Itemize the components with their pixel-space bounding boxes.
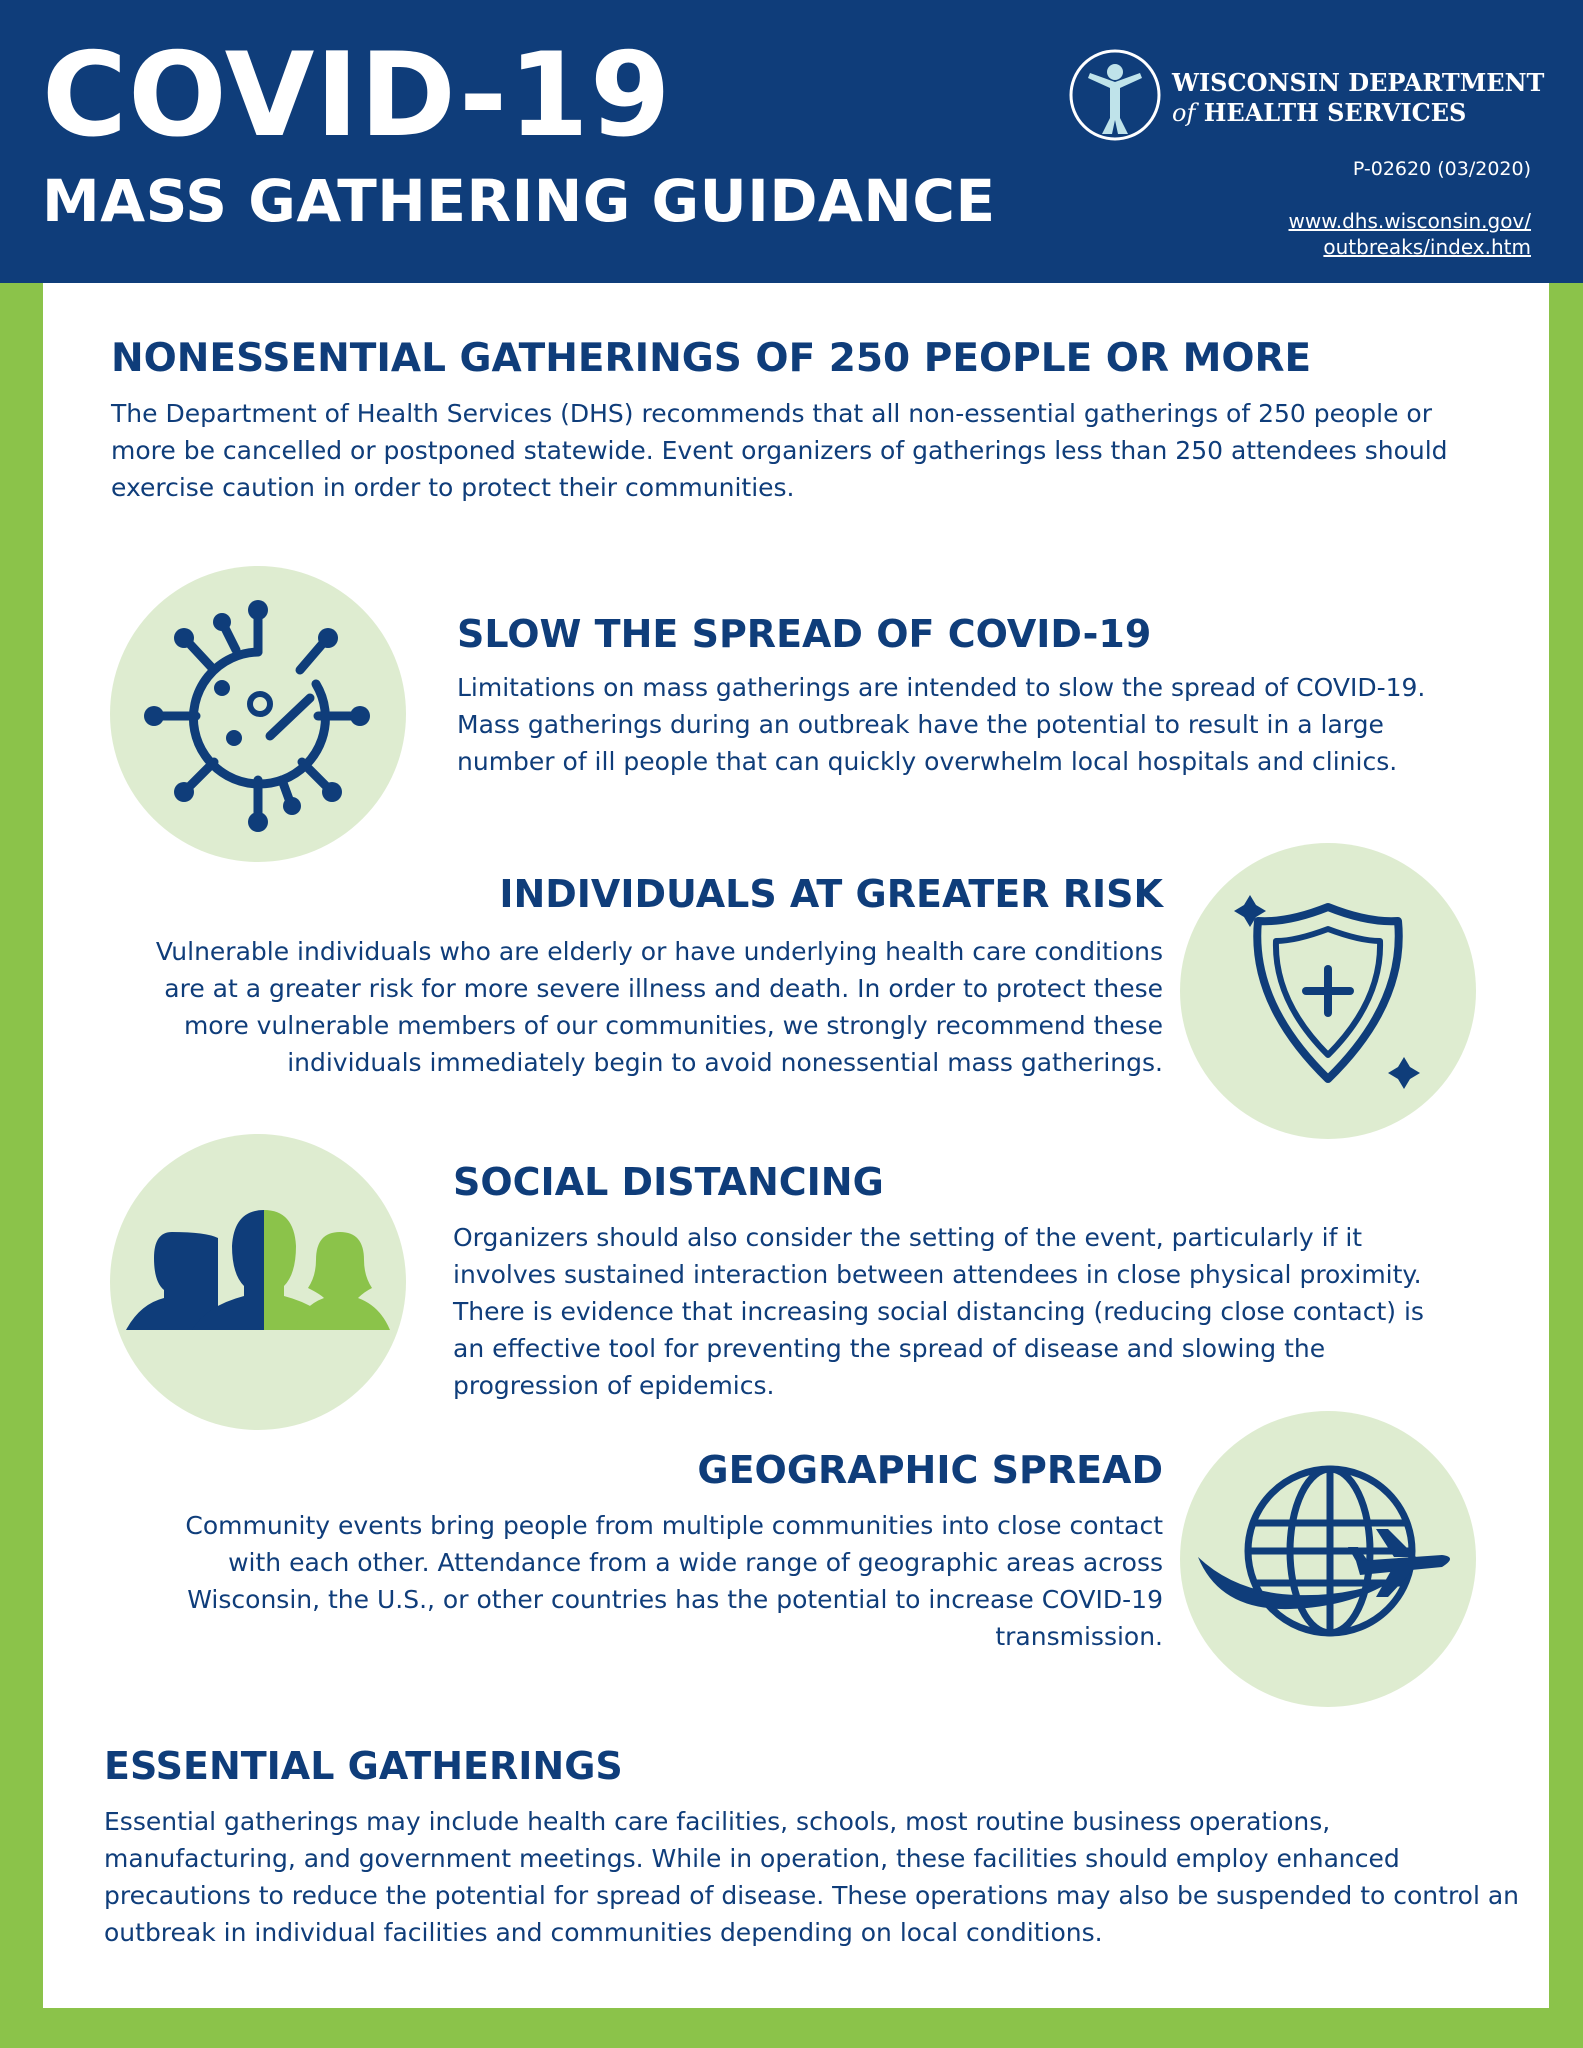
org-line-2 — [1172, 98, 1572, 128]
globe-airplane-icon — [1180, 1411, 1476, 1707]
org-line-1: WISCONSIN DEPARTMENT — [1172, 68, 1545, 97]
virus-icon — [110, 566, 406, 862]
page-title: COVID-19 — [42, 28, 672, 163]
org-line-2-rest: HEALTH SERVICES — [1203, 98, 1467, 127]
section-body-nonessential: The Department of Health Services (DHS) recommends that all non-essential gatherings of 250 people or more be cancelled or postponed statewide. Event organizers of gatherings less than 250 attendees should exercise caution in order to protect their communities. — [111, 399, 1448, 502]
shield-icon — [1180, 843, 1476, 1139]
section-heading-slow-spread: SLOW THE SPREAD OF COVID-19 — [457, 612, 1152, 656]
section-body-essential: Essential gatherings may include health care facilities, schools, most routine business operations, manufacturing, and government meetings. While in operation, these facilities should employ enhanced precautions to reduce the potential for spread of disease. These operations may also be suspended to control an outbreak in individual facilities and communities depending on local conditions. — [104, 1807, 1520, 1947]
section-body-social-distancing: Organizers should also consider the setting of the event, particularly if it involves sustained interaction between attendees in close physical proximity. There is evidence that increasing social distancing (reducing close contact) is an effective tool for preventing the spread of disease and slowing the progression of epidemics. — [453, 1223, 1424, 1400]
dhs-logo-icon — [1068, 48, 1162, 142]
people-icon-circle — [110, 1134, 406, 1430]
header-banner — [0, 0, 1583, 283]
section-heading-social-distancing: SOCIAL DISTANCING — [453, 1160, 884, 1204]
section-heading-geographic-spread: GEOGRAPHIC SPREAD — [697, 1448, 1163, 1492]
section-heading-greater-risk: INDIVIDUALS AT GREATER RISK — [499, 872, 1163, 916]
section-body-greater-risk: Vulnerable individuals who are elderly or have underlying health care conditions are at a greater risk for more severe illness and death. In order to protect these more vulnerable members of our communities, we strongly recommend these individuals immediately begin to avoid nonessential mass gatherings. — [155, 937, 1163, 1077]
org-of: of — [1172, 99, 1196, 127]
content-panel — [43, 283, 1549, 2008]
url-line-2[interactable]: outbreaks/index.htm — [1323, 235, 1531, 259]
virus-icon-circle — [110, 566, 406, 862]
publication-number: P-02620 (03/2020) — [1352, 158, 1531, 180]
globe-icon-circle — [1180, 1411, 1476, 1707]
people-icon — [110, 1134, 406, 1430]
website-link[interactable] — [1289, 208, 1532, 260]
section-heading-essential: ESSENTIAL GATHERINGS — [104, 1744, 623, 1788]
organization-name — [1172, 68, 1572, 128]
section-heading-nonessential: NONESSENTIAL GATHERINGS OF 250 PEOPLE OR MORE — [111, 336, 1312, 381]
section-body-geographic-spread: Community events bring people from multiple communities into close contact with each other. Attendance from a wide range of geographic areas across Wisconsin, the U.S., or other countries has the potential to increase COVID-19 transmission. — [185, 1511, 1163, 1651]
section-body-slow-spread: Limitations on mass gatherings are intended to slow the spread of COVID-19. Mass gatherings during an outbreak have the potential to result in a large number of ill people that can quickly overwhelm local hospitals and clinics. — [457, 673, 1426, 776]
url-line-1[interactable]: www.dhs.wisconsin.gov/ — [1288, 209, 1531, 233]
page-subtitle: MASS GATHERING GUIDANCE — [42, 167, 996, 235]
shield-icon-circle — [1180, 843, 1476, 1139]
